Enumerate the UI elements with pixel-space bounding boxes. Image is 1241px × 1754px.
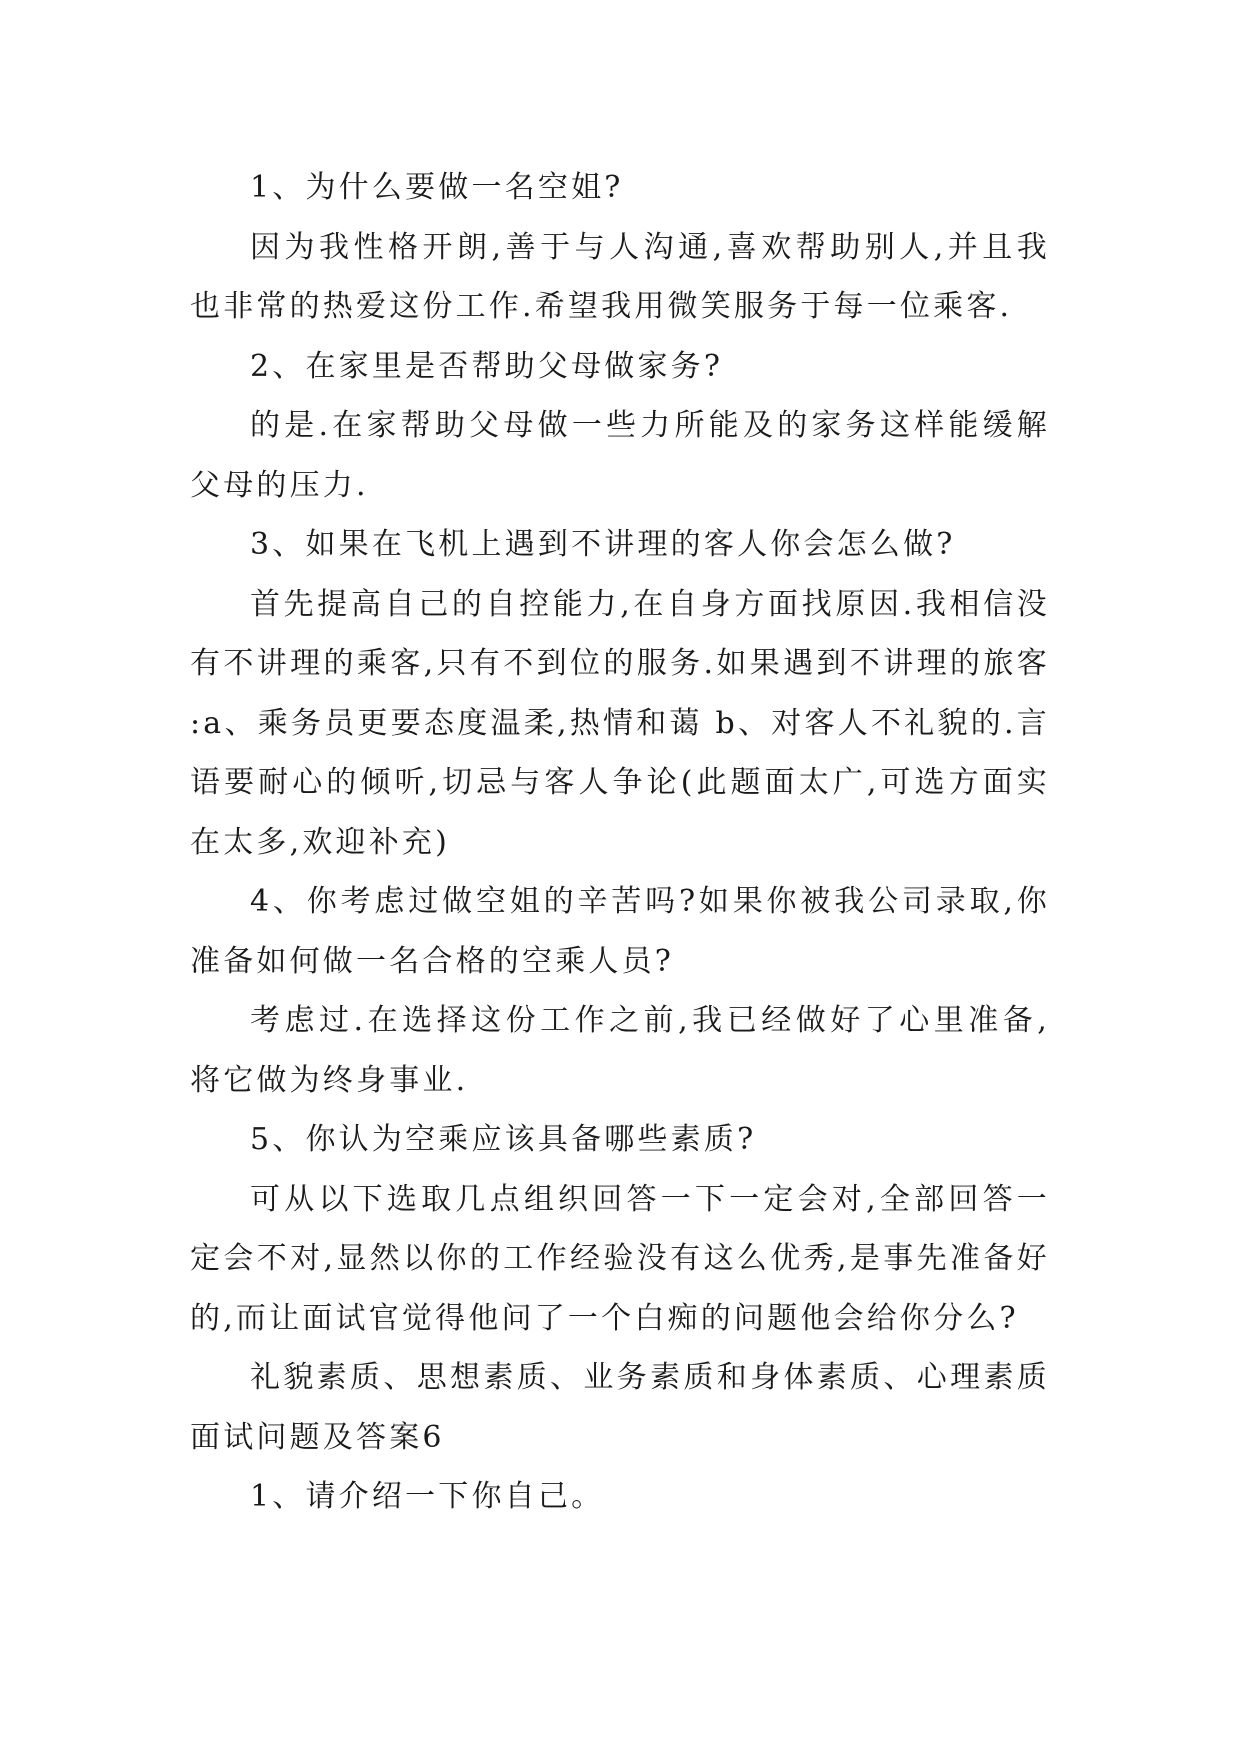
question-1: 1、为什么要做一名空姐? (250, 170, 624, 205)
answer-4: 考虑过.在选择这份工作之前,我已经做好了心里准备,将它做为终身事业. (190, 1003, 1050, 1098)
answer-5-summary: 礼貌素质、思想素质、业务素质和身体素质、心理素质面试问题及答案6 (190, 1360, 1050, 1455)
question-5: 5、你认为空乘应该具备哪些素质? (250, 1122, 757, 1157)
answer-5: 可从以下选取几点组织回答一下一定会对,全部回答一定会不对,显然以你的工作经验没有这么优秀,是事先准备好的,而让面试官觉得他问了一个白痴的问题他会给你分么? (190, 1181, 1050, 1336)
document-body (190, 158, 1050, 1527)
answer-1: 因为我性格开朗,善于与人沟通,喜欢帮助别人,并且我也非常的热爱这份工作.希望我用微笑服务于每一位乘客. (190, 229, 1050, 324)
answer-2: 的是.在家帮助父母做一些力所能及的家务这样能缓解父母的压力. (190, 408, 1050, 503)
question-6-1: 1、请介绍一下你自己。 (250, 1479, 605, 1514)
question-2: 2、在家里是否帮助父母做家务? (250, 348, 724, 384)
answer-3: 首先提高自己的自控能力,在自身方面找原因.我相信没有不讲理的乘客,只有不到位的服务.如果遇到不讲理的旅客 :a、乘务员更要态度温柔,热情和蔼 b、对客人不礼貌的.言语要耐心的倾听,切忌与客人争论(此题面太广,可选方面实在太多,欢迎补充) (190, 586, 1050, 860)
question-3: 3、如果在飞机上遇到不讲理的客人你会怎么做? (250, 527, 956, 562)
question-4: 4、你考虑过做空姐的辛苦吗?如果你被我公司录取,你准备如何做一名合格的空乘人员? (190, 884, 1050, 979)
